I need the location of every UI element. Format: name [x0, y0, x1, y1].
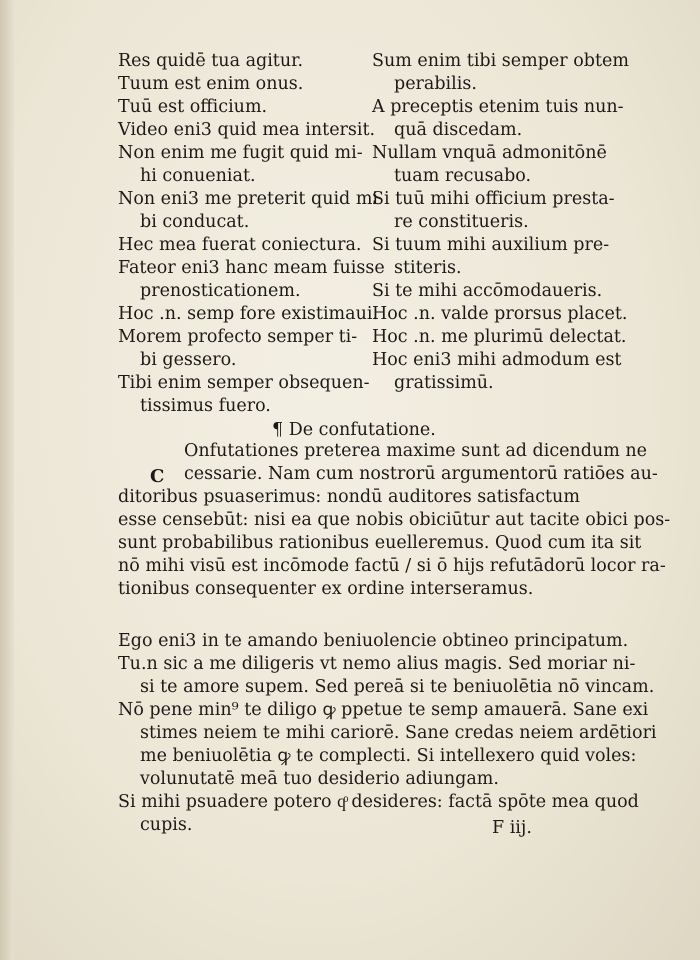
left-column-line: Morem profecto semper ti-: [118, 327, 358, 347]
paragraph-line: tionibus consequenter ex ordine interseramus.: [118, 579, 534, 599]
block2-line: me beniuolētia ꝙ te complecti. Si intellexero quid voles:: [140, 746, 637, 766]
paragraph-line: cessarie. Nam cum nostrorū argumentorū ratiōes au- C: [150, 464, 658, 487]
paragraph-line: ditoribus psuaserimus: nondū auditores satisfactum: [118, 487, 580, 507]
body-paragraph: [118, 440, 671, 601]
left-column-line: Fateor eni3 hanc meam fuisse: [118, 258, 385, 278]
left-column-line: hi conueniat.: [140, 166, 256, 186]
left-column: [118, 50, 385, 418]
left-column-line: prenosticationem.: [140, 281, 301, 301]
right-column-line: Hoc .n. me plurimū delectat.: [372, 327, 627, 347]
right-column-line: gratissimū.: [394, 373, 494, 393]
paragraph-line: nō mihi visū est incōmode factū / si ō hijs refutādorū locor ra-: [118, 556, 666, 576]
block2-line: Ego eni3 in te amando beniuolencie obtineo principatum.: [118, 631, 629, 651]
left-column-line: Video eni3 quid mea intersit.: [118, 120, 376, 140]
left-column-line: Res quidē tua agitur.: [118, 51, 304, 71]
right-column-line: tuam recusabo.: [394, 166, 532, 186]
right-column-line: Hoc eni3 mihi admodum est: [372, 350, 622, 370]
right-column-line: Nullam vnquā admonitōnē: [372, 143, 607, 163]
left-column-line: Non eni3 me preterit quid mi: [118, 189, 379, 209]
right-column-line: Si te mihi accōmodaueris.: [372, 281, 603, 301]
block2-line: cupis.: [140, 815, 193, 835]
right-column-line: A preceptis etenim tuis nun-: [372, 97, 624, 117]
block2-line: stimes neiem te mihi cariorē. Sane credas neiem ardētiori: [140, 723, 657, 743]
right-column: [372, 50, 629, 395]
paragraph-line: Onfutationes preterea maxime sunt ad dicendum ne: [184, 441, 648, 461]
signature-mark: F iij.: [492, 818, 532, 838]
left-column-line: Tuū est officium.: [118, 97, 268, 117]
left-column-line: Hoc .n. semp fore existimaui.: [118, 304, 379, 324]
drop-cap: C: [150, 466, 165, 487]
right-column-line: re constitueris.: [394, 212, 529, 232]
right-column-line: stiteris.: [394, 258, 462, 278]
right-column-line: Si tuū mihi officium presta-: [372, 189, 615, 209]
left-column-line: tissimus fuero.: [140, 396, 271, 416]
paragraph-line: esse censebūt: nisi ea que nobis obiciūtur aut tacite obici pos-: [118, 510, 671, 530]
second-text-block: [118, 630, 657, 837]
right-column-line: Si tuum mihi auxilium pre-: [372, 235, 610, 255]
paragraph-line: sunt probabilibus rationibus euelleremus. Quod cum ita sit: [118, 533, 642, 553]
right-column-line: perabilis.: [394, 74, 477, 94]
left-column-line: bi conducat.: [140, 212, 250, 232]
right-column-line: quā discedam.: [394, 120, 523, 140]
left-column-line: Hec mea fuerat coniectura.: [118, 235, 362, 255]
right-column-line: Sum enim tibi semper obtem: [372, 51, 629, 71]
page-gutter: [0, 0, 14, 960]
section-heading: ¶ De confutatione.: [272, 420, 436, 440]
block2-line: Nō pene min⁹ te diligo ꝙ ppetue te semp amauerā. Sane exi: [118, 700, 649, 720]
block2-line: Tu.n sic a me diligeris vt nemo alius magis. Sed moriar ni-: [118, 654, 636, 674]
right-column-line: Hoc .n. valde prorsus placet.: [372, 304, 628, 324]
left-column-line: Tuum est enim onus.: [118, 74, 304, 94]
block2-line: si te amore supem. Sed pereā si te beniuolētia nō vincam.: [140, 677, 655, 697]
block2-line: volunutatē meā tuo desiderio adiungam.: [140, 769, 499, 789]
left-column-line: bi gessero.: [140, 350, 237, 370]
left-column-line: Tibi enim semper obsequen-: [118, 373, 370, 393]
left-column-line: Non enim me fugit quid mi-: [118, 143, 363, 163]
block2-line: Si mihi psuadere potero qͦ desideres: factā spōte mea quod: [118, 792, 639, 812]
